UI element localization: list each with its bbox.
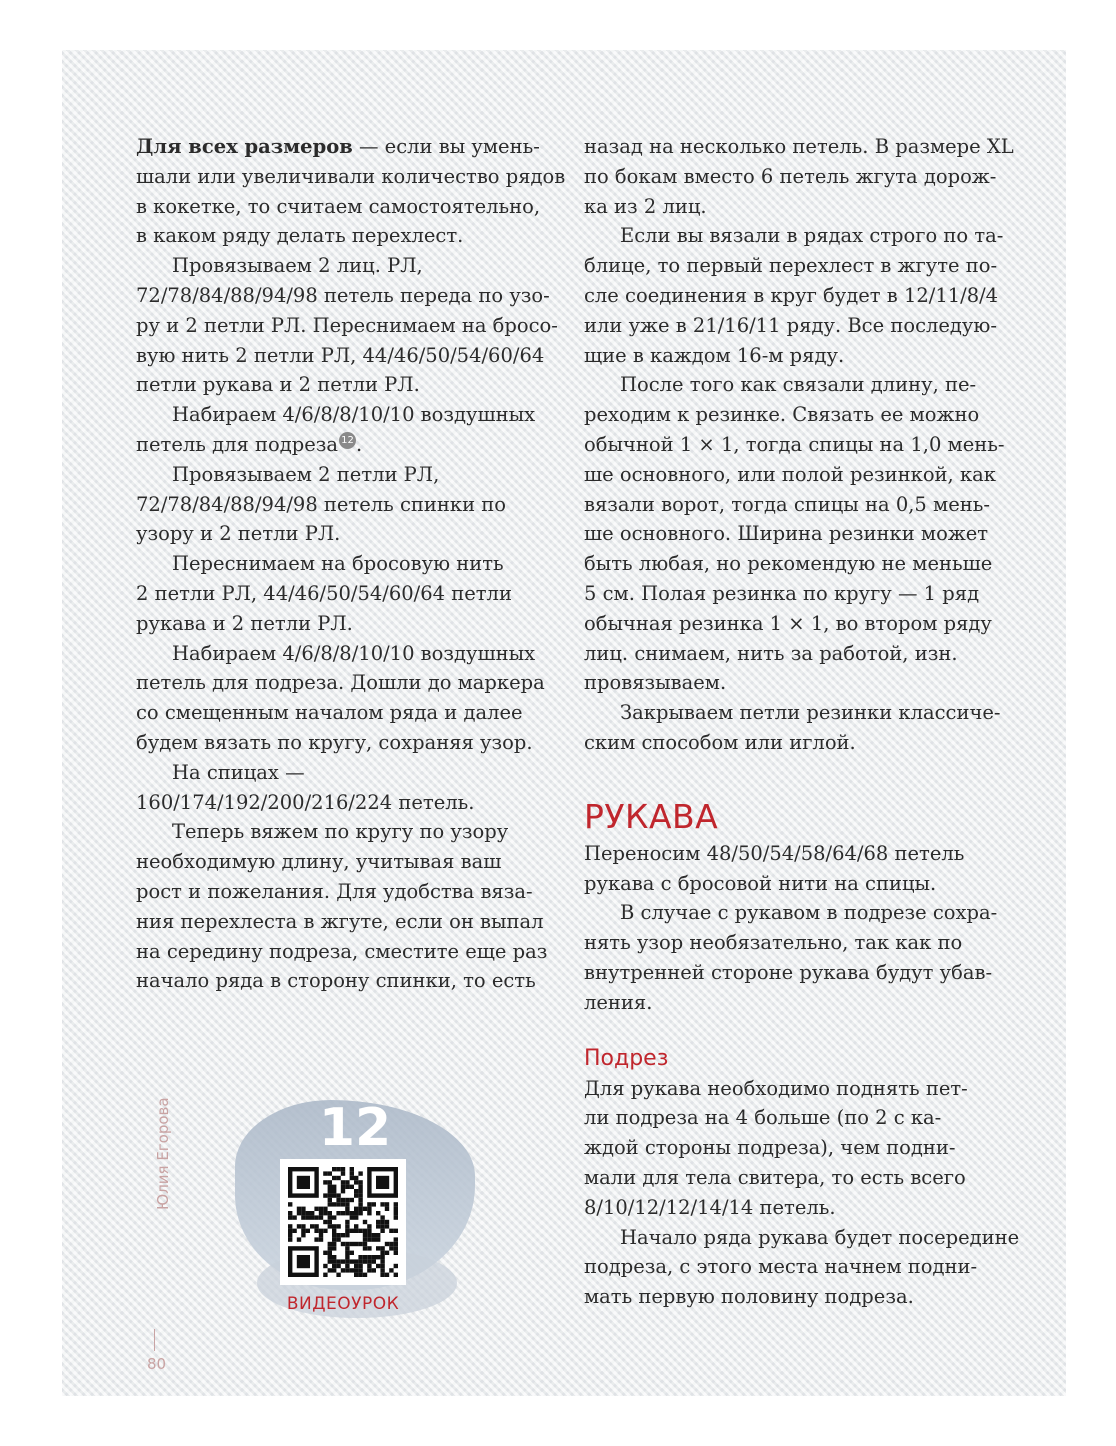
text-line	[136, 311, 558, 341]
section-heading: РУКАВА	[584, 796, 719, 836]
line-text: Набираем 4/6/8/8/10/10 воздушных	[172, 641, 536, 665]
video-number: 12	[318, 1098, 392, 1158]
text-line	[584, 311, 1004, 341]
line-text: узору и 2 петли РЛ.	[136, 522, 341, 546]
text-line	[584, 1223, 1020, 1253]
line-text: рукава с бросовой нити на спицы.	[584, 871, 937, 895]
line-text: Провязываем 2 лиц. РЛ,	[172, 254, 423, 278]
text-line	[136, 668, 545, 698]
line-text: ления.	[584, 990, 653, 1014]
line-text: будем вязать по кругу, сохраняя узор.	[136, 730, 533, 754]
text-line	[584, 519, 1004, 549]
line-text: внутренней стороне рукава будут убав-	[584, 960, 993, 984]
text-line	[136, 192, 541, 222]
text-line	[136, 370, 536, 400]
text-line	[136, 609, 536, 639]
line-text: рукава и 2 петли РЛ.	[136, 611, 353, 635]
line-text: подреза, с этого места начнем подни-	[584, 1255, 978, 1279]
line-text: начало ряда в сторону спинки, то есть	[136, 969, 536, 993]
line-text: шали или увеличивали количество рядов	[136, 164, 566, 188]
text-line	[136, 877, 536, 907]
text-line	[136, 430, 536, 460]
line-text: ше основного, или полой резинкой, как	[584, 462, 996, 486]
text-line	[584, 490, 1004, 520]
line-text: Набираем 4/6/8/8/10/10 воздушных	[172, 403, 536, 427]
line-text: 5 см. Полая резинка по кругу — 1 ряд	[584, 581, 980, 605]
text-line	[584, 698, 1004, 728]
line-text: ния перехлеста в жгуте, если он выпал	[136, 909, 544, 933]
line-text: или уже в 21/16/11 ряду. Все последую-	[584, 313, 997, 337]
text-line	[136, 728, 536, 758]
qr-code-icon[interactable]	[280, 1159, 406, 1285]
line-text: мали для тела свитера, то есть всего	[584, 1165, 966, 1189]
line-text: обычной 1 × 1, тогда спицы на 1,0 мень-	[584, 432, 1005, 456]
right-column-bottom	[584, 1074, 1020, 1312]
text-line	[584, 639, 1004, 669]
page-number: 80	[147, 1355, 167, 1373]
text-line	[136, 132, 540, 162]
text-line	[136, 758, 536, 788]
line-text: Если вы вязали в рядах строго по та-	[620, 224, 1004, 248]
line-text: Закрываем петли резинки классиче-	[620, 701, 1001, 725]
text-line	[584, 1133, 1004, 1163]
text-line	[136, 817, 536, 847]
line-text: блице, то первый перехлест в жгуте по-	[584, 254, 998, 278]
text-line	[584, 192, 1004, 222]
line-text: сле соединения в круг будет в 12/11/8/4	[584, 283, 999, 307]
text-line	[136, 698, 536, 728]
line-text: Переносим 48/50/54/58/64/68 петель	[584, 841, 965, 865]
line-text: После того как связали длину, пе-	[620, 373, 977, 397]
line-text: по бокам вместо 6 петель жгута дорож-	[584, 164, 997, 188]
video-marker-icon[interactable]: 12	[339, 432, 356, 449]
text-line	[584, 1282, 1004, 1312]
line-text: назад на несколько петель. В размере XL	[584, 135, 1014, 158]
line-text: Переснимаем на бросовую нить	[172, 552, 504, 576]
subsection-heading: Подрез	[584, 1045, 669, 1071]
line-text: нять узор необязательно, так как по	[584, 931, 963, 955]
line-text: ждой стороны подреза), чем подни-	[584, 1136, 956, 1160]
line-text: ка из 2 лиц.	[584, 194, 707, 218]
line-text: в кокетке, то считаем самостоятельно,	[136, 194, 541, 218]
text-line	[584, 162, 1004, 192]
text-line	[584, 668, 1004, 698]
line-text: реходим к резинке. Связать ее можно	[584, 403, 980, 427]
text-line	[136, 341, 545, 371]
text-line	[584, 869, 1004, 899]
line-text: Провязываем 2 петли РЛ,	[172, 462, 440, 486]
text-line	[136, 490, 536, 520]
text-line	[136, 460, 536, 490]
text-line	[584, 839, 1004, 869]
text-line	[136, 162, 566, 192]
text-line	[584, 609, 1004, 639]
line-text: на середину подреза, сместите еще раз	[136, 939, 548, 963]
text-line	[584, 1074, 1004, 1104]
line-text: обычная резинка 1 × 1, во втором ряду	[584, 611, 992, 635]
line-text: вязали ворот, тогда спицы на 0,5 мень-	[584, 492, 990, 516]
text-line	[584, 132, 1014, 162]
text-line	[136, 639, 536, 669]
text-line	[584, 251, 1004, 281]
text-line	[584, 928, 1004, 958]
text-line	[584, 221, 1004, 251]
line-text: петель для подреза	[136, 432, 338, 456]
text-line	[584, 958, 1004, 988]
text-line	[584, 549, 1004, 579]
line-text: ским способом или иглой.	[584, 730, 856, 754]
line-text: петли рукава и 2 петли РЛ.	[136, 373, 420, 397]
text-line	[584, 898, 1004, 928]
line-text: со смещенным началом ряда и далее	[136, 701, 523, 725]
line-text: 72/78/84/88/94/98 петель переда по узо-	[136, 283, 550, 307]
text-line	[136, 519, 536, 549]
line-text: 8/10/12/12/14/14 петель.	[584, 1195, 836, 1219]
right-column	[584, 132, 1020, 1312]
text-line	[584, 430, 1004, 460]
line-text: ли подреза на 4 больше (по 2 с ка-	[584, 1106, 942, 1130]
video-lesson-block[interactable]	[235, 1098, 475, 1338]
text-line	[584, 728, 1004, 758]
line-text-tail: .	[356, 432, 363, 456]
line-text: Начало ряда рукава будет посередине	[620, 1225, 1020, 1249]
left-column	[136, 132, 566, 996]
line-text: необходимую длину, учитывая ваш	[136, 850, 502, 874]
text-line	[584, 1103, 1004, 1133]
text-line	[584, 1252, 1004, 1282]
text-line	[584, 281, 1004, 311]
line-text: вую нить 2 петли РЛ, 44/46/50/54/60/64	[136, 343, 545, 367]
text-line	[136, 579, 536, 609]
text-line	[136, 281, 550, 311]
text-line	[584, 988, 1004, 1018]
text-line	[136, 966, 536, 996]
text-line	[584, 579, 1004, 609]
text-line	[584, 341, 1004, 371]
line-text: В случае с рукавом в подрезе сохра-	[620, 901, 998, 925]
text-line	[584, 1163, 1004, 1193]
line-text: петель для подреза. Дошли до маркера	[136, 671, 545, 695]
text-line	[584, 1193, 1004, 1223]
line-text: На спицах —	[172, 760, 305, 784]
text-line	[584, 400, 1004, 430]
line-text: Для рукава необходимо поднять пет-	[584, 1076, 968, 1100]
line-text: ше основного. Ширина резинки может	[584, 522, 989, 546]
line-text: лиц. снимаем, нить за работой, изн.	[584, 641, 958, 665]
text-line	[136, 788, 536, 818]
line-text: Теперь вяжем по кругу по узору	[172, 820, 509, 844]
line-text: щие в каждом 16-м ряду.	[584, 343, 845, 367]
text-line	[584, 370, 1004, 400]
line-text: рост и пожелания. Для удобства вяза-	[136, 879, 533, 903]
text-line	[136, 251, 536, 281]
footer-divider	[154, 1329, 155, 1351]
text-line	[136, 400, 536, 430]
bold-lead: Для всех размеров	[136, 135, 353, 158]
line-text: быть любая, но рекомендую не меньше	[584, 552, 993, 576]
text-line	[136, 937, 548, 967]
text-line	[584, 460, 1004, 490]
text-line	[136, 847, 536, 877]
page-background	[62, 50, 1066, 1396]
line-text: 72/78/84/88/94/98 петель спинки по	[136, 492, 507, 516]
line-text: — если вы умень-	[352, 135, 540, 158]
line-text: 160/174/192/200/216/224 петель.	[136, 790, 475, 814]
line-text: в каком ряду делать перехлест.	[136, 224, 464, 248]
line-text: провязываем.	[584, 671, 727, 695]
author-name: Юлия Егорова	[154, 1097, 172, 1210]
right-column-mid	[584, 839, 1004, 1018]
right-column-top	[584, 132, 1014, 758]
text-line	[136, 549, 536, 579]
line-text: ру и 2 петли РЛ. Переснимаем на бросо-	[136, 313, 558, 337]
text-line	[136, 907, 544, 937]
line-text: мать первую половину подреза.	[584, 1285, 914, 1309]
video-label: ВИДЕОУРОК	[286, 1294, 400, 1314]
text-line	[136, 221, 536, 251]
line-text: 2 петли РЛ, 44/46/50/54/60/64 петли	[136, 581, 512, 605]
